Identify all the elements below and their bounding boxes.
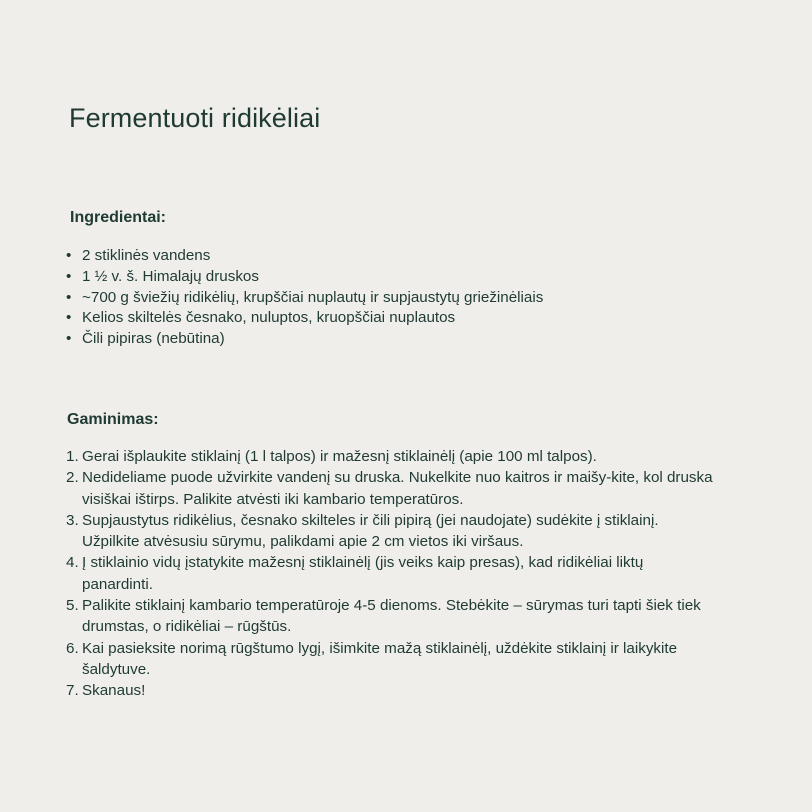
step-number: 7. [66,682,79,700]
step-number: 4. [66,554,79,572]
step-number: 1. [66,448,79,465]
ingredient-text: 2 stiklinės vandens [82,247,211,264]
step-item [66,467,716,510]
ingredients-list [66,246,543,350]
step-text: Skanaus! [82,682,146,700]
step-number: 5. [66,597,79,615]
page-title: Fermentuoti ridikėliai [69,103,321,133]
list-item [66,308,543,329]
ingredient-text: ~700 g šviežių ridikėlių, krupščiai nuplautų ir supjaustytų griežinėliais [82,288,544,306]
step-number: 3. [66,511,79,529]
step-item [66,510,716,553]
ingredient-text: 1 ½ v. š. Himalajų druskos [82,267,259,285]
ingredients-heading: Ingredientai: [70,209,167,226]
preparation-steps [66,446,716,702]
step-text: Nedideliame puode užvirkite vandenį su druska. Nukelkite nuo kaitros ir maišy-kite, kol druska visiškai ištirps. Palikite atvėsti iki kambario temperatūros. [82,469,713,508]
step-text: Gerai išplaukite stiklainį (1 l talpos) ir mažesnį stiklainėlį (apie 100 ml talpos). [82,448,597,465]
ingredient-text: Čili pipiras (nebūtina) [82,330,225,348]
step-number: 2. [66,469,79,487]
list-item [66,329,543,350]
list-item [66,267,543,288]
bullet-icon: • [66,330,72,348]
step-text: Palikite stiklainį kambario temperatūroje 4-5 dienoms. Stebėkite – sūrymas turi tapti šiek tiek drumstas, o ridikėliai – rūgštūs. [82,597,701,636]
bullet-icon: • [66,288,72,306]
step-item [66,595,716,638]
preparation-heading: Gaminimas: [67,411,159,428]
step-item [66,446,716,467]
step-item [66,638,716,681]
bullet-icon: • [66,267,72,285]
step-text: Kai pasieksite norimą rūgštumo lygį, išimkite mažą stiklainėlį, uždėkite stiklainį ir laikykite šaldytuve. [82,639,678,678]
bullet-icon: • [66,309,72,327]
list-item [66,288,543,309]
step-item [66,680,716,701]
step-text: Supjaustytus ridikėlius, česnako skilteles ir čili pipirą (jei naudojate) sudėkite į stiklainį. Užpilkite atvėsusiu sūrymu, palikdami apie 2 cm vietos iki viršaus. [82,511,659,551]
ingredient-text: Kelios skiltelės česnako, nuluptos, kruopščiai nuplautos [82,309,456,327]
bullet-icon: • [66,247,72,264]
list-item [66,246,543,267]
step-number: 6. [66,639,79,657]
step-item [66,552,716,595]
step-text: Į stiklainio vidų įstatykite mažesnį stiklainėlį (jis veiks kaip presas), kad ridikėliai liktų panardinti. [82,554,644,593]
